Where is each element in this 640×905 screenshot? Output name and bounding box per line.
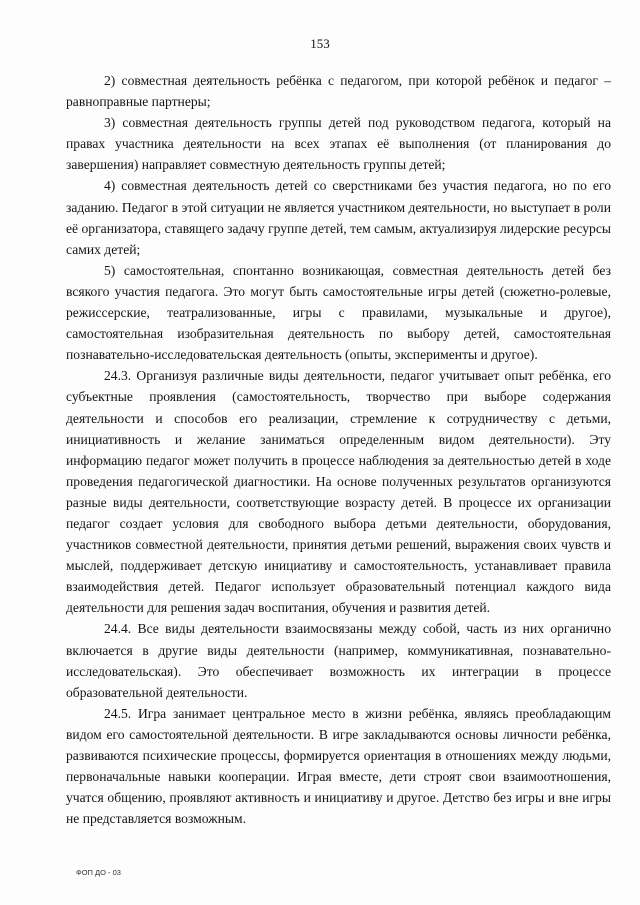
- paragraph-item-4: 4) совместная деятельность детей со сверстниками без участия педагога, но по его заданию. Педагог в этой ситуации не является участником деятельности, но выступает в роли её организатора, ставящего задачу группе детей, тем самым, актуализируя лидерские ресурсы самих детей;: [66, 178, 611, 257]
- paragraph-24-5: 24.5. Игра занимает центральное место в жизни ребёнка, являясь преобладающим видом его самостоятельной деятельности. В игре закладываются основы личности ребёнка, развиваются психические процессы, формируется ориентация в отношениях между людьми, первоначальные навыки кооперации. Играя вместе, дети строят свои взаимоотношения, учатся общению, проявляют активность и инициативу и другое. Детство без игры и вне игры не представляется возможным.: [66, 705, 611, 827]
- paragraph-item-3: 3) совместная деятельность группы детей под руководством педагога, который на правах участника деятельности на всех этапах её выполнения (от планирования до завершения) направляет совместную деятельность группы детей;: [66, 115, 611, 173]
- paragraph-24-4: 24.4. Все виды деятельности взаимосвязаны между собой, часть из них органично включается в другие виды деятельности (например, коммуникативная, познавательно-исследовательская). Это обеспечивает возможность их интеграции в процессе образовательной деятельности.: [66, 621, 611, 700]
- body-text: [66, 70, 611, 829]
- paragraph-24-3: 24.3. Организуя различные виды деятельности, педагог учитывает опыт ребёнка, его субъектные проявления (самостоятельность, творчество при выборе содержания деятельности и способов его реализации, стремление к сотрудничеству с детьми, инициативность и желание заниматься определенным видом деятельности). Эту информацию педагог может получить в процессе наблюдения за деятельностью детей в ходе проведения педагогической диагностики. На основе полученных результатов организуются разные виды деятельности, соответствующие возрасту детей. В процессе их организации педагог создает условия для свободного выбора детьми деятельности, оборудования, участников совместной деятельности, принятия детьми решений, выражения своих чувств и мыслей, поддерживает детскую инициативу и самостоятельность, устанавливает правила взаимодействия детей. Педагог использует образовательный потенциал каждого вида деятельности для решения задач воспитания, обучения и развития детей.: [66, 368, 611, 616]
- page-number: 153: [310, 36, 330, 51]
- paragraph-item-2: 2) совместная деятельность ребёнка с педагогом, при которой ребёнок и педагог – равноправные партнеры;: [66, 73, 611, 110]
- footer-doc-code: ФОП ДО - 03: [76, 868, 121, 877]
- paragraph-item-5: 5) самостоятельная, спонтанно возникающая, совместная деятельность детей без всякого участия педагога. Это могут быть самостоятельные игры детей (сюжетно-ролевые, режиссерские, театрализованные, игры с правилами, музыкальные и другое), самостоятельная изобразительная деятельность по выбору детей, самостоятельная познавательно-исследовательская деятельность (опыты, эксперименты и другое).: [66, 262, 611, 363]
